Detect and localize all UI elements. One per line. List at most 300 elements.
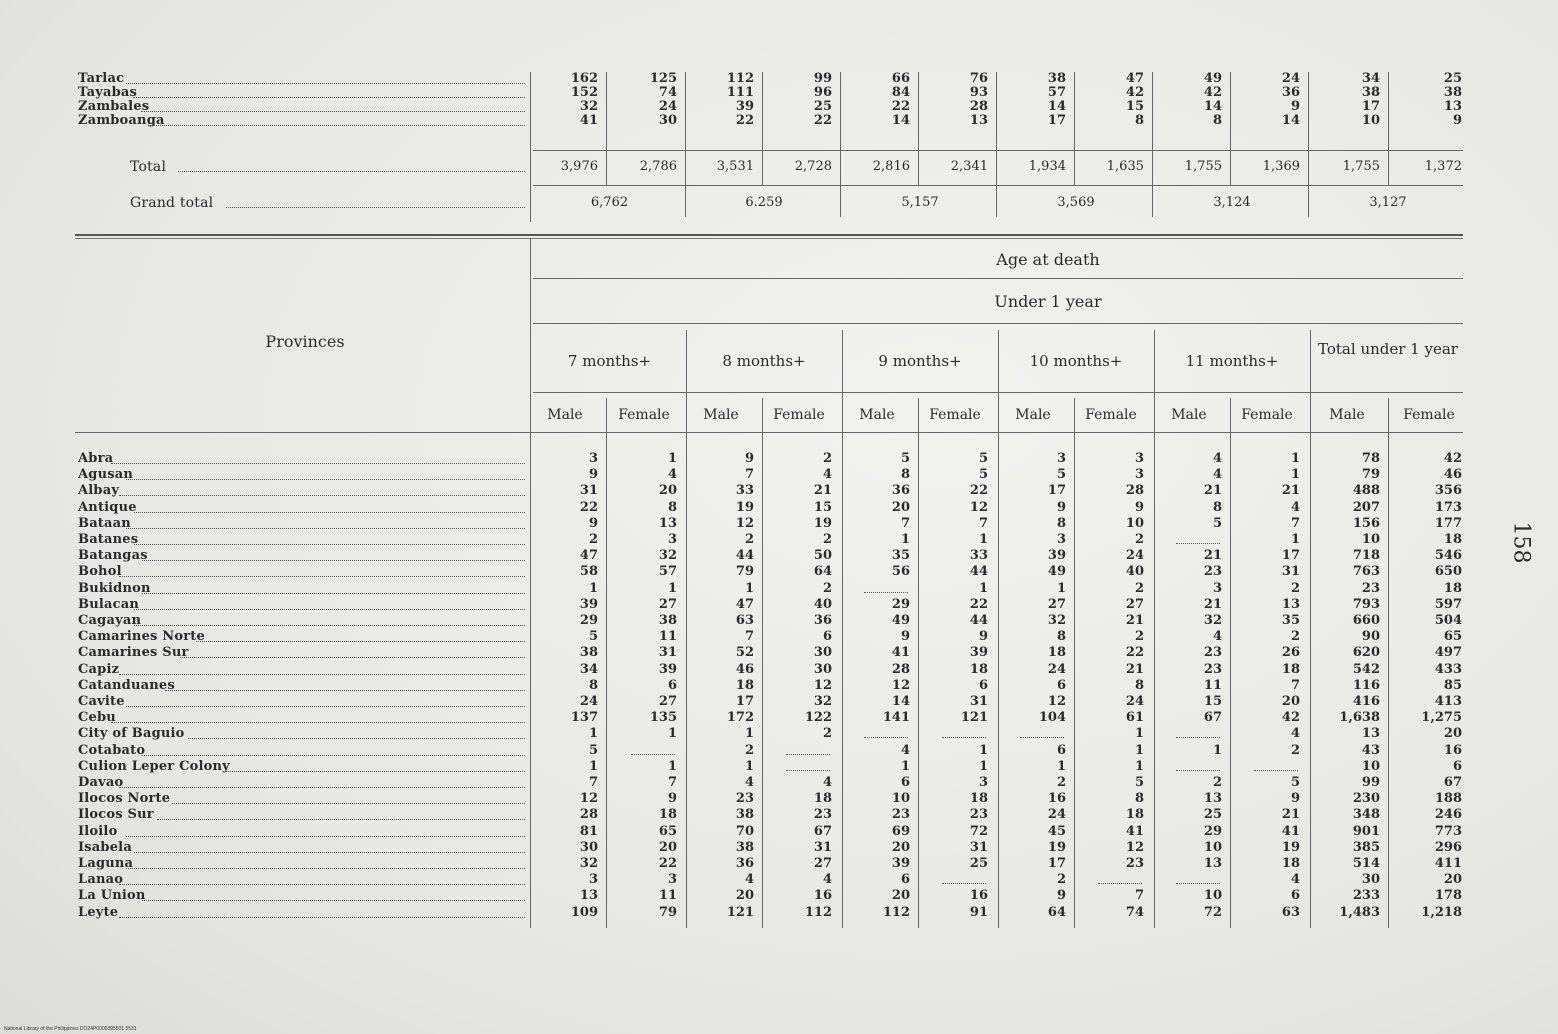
top-cell: 22 [735, 113, 754, 128]
data-cell: 1,275 [1421, 710, 1462, 725]
data-cell: 13 [1361, 726, 1380, 741]
top-cell: 36 [1281, 85, 1300, 100]
top-cell: 38 [1047, 71, 1066, 86]
data-cell: 7 [1290, 678, 1300, 693]
top-cell: 9 [1452, 113, 1462, 128]
total-cell: 2,341 [950, 159, 988, 174]
data-cell: 9 [744, 451, 754, 466]
data-cell: 6 [900, 775, 910, 790]
total-cell: 1,372 [1424, 159, 1462, 174]
top-cell: 152 [570, 85, 598, 100]
data-cell: 47 [735, 597, 754, 612]
data-cell: 41 [891, 645, 910, 660]
data-cell: 1 [744, 581, 754, 596]
data-cell: 2 [588, 532, 598, 547]
top-cell: 41 [579, 113, 598, 128]
data-cell: 12 [579, 791, 598, 806]
empty-cell-dots [942, 737, 986, 738]
data-cell: 18 [813, 791, 832, 806]
data-cell: 30 [813, 645, 832, 660]
data-cell: 27 [1047, 597, 1066, 612]
top-cell: 17 [1047, 113, 1066, 128]
data-cell: 10 [1361, 759, 1380, 774]
data-cell: 23 [813, 807, 832, 822]
leader-dots [157, 819, 525, 820]
data-cell: 4 [822, 467, 832, 482]
data-cell: 4 [1212, 467, 1222, 482]
data-cell: 18 [969, 662, 988, 677]
data-cell: 514 [1352, 856, 1380, 871]
data-cell: 56 [891, 564, 910, 579]
data-cell: 8 [1056, 629, 1066, 644]
top-cell: 10 [1361, 113, 1380, 128]
province-name: Batangas [78, 548, 148, 563]
data-cell: 24 [1047, 662, 1066, 677]
data-cell: 27 [658, 597, 677, 612]
province-name: Cotabato [78, 743, 146, 758]
top-cell: 24 [1281, 71, 1300, 86]
data-cell: 1 [744, 759, 754, 774]
data-cell: 23 [1203, 564, 1222, 579]
data-cell: 4 [744, 872, 754, 887]
data-cell: 31 [813, 840, 832, 855]
top-cell: 99 [813, 71, 832, 86]
top-cell: 25 [1443, 71, 1462, 86]
data-cell: 5 [900, 451, 910, 466]
top-cell: 96 [813, 85, 832, 100]
data-cell: 19 [813, 516, 832, 531]
data-cell: 10 [1125, 516, 1144, 531]
data-cell: 22 [658, 856, 677, 871]
data-cell: 36 [891, 483, 910, 498]
data-cell: 650 [1434, 564, 1462, 579]
data-cell: 22 [579, 500, 598, 515]
top-col-rule [1308, 72, 1309, 217]
data-cell: 4 [822, 775, 832, 790]
data-cell: 1 [1290, 467, 1300, 482]
data-cell: 46 [735, 662, 754, 677]
province-name: Bulacan [78, 597, 139, 612]
female-header: Female [1241, 407, 1293, 423]
top-cell: 49 [1203, 71, 1222, 86]
empty-cell-dots [1176, 737, 1220, 738]
leader-dots [126, 479, 525, 480]
top-cell: 32 [579, 99, 598, 114]
group-header: 11 months+ [1185, 352, 1279, 370]
data-cell: 32 [658, 548, 677, 563]
data-cell: 19 [735, 500, 754, 515]
data-cell: 49 [1047, 564, 1066, 579]
data-cell: 9 [588, 467, 598, 482]
leader-dots [142, 593, 525, 594]
province-name: Abra [78, 451, 114, 466]
data-cell: 63 [735, 613, 754, 628]
data-cell: 6 [1452, 759, 1462, 774]
data-cell: 3 [1056, 532, 1066, 547]
top-row-name: Zambales [78, 99, 150, 114]
top-cell: 38 [1361, 85, 1380, 100]
data-cell: 79 [735, 564, 754, 579]
leader-dots [119, 674, 526, 675]
province-name: Batanes [78, 532, 139, 547]
data-cell: 31 [658, 645, 677, 660]
data-cell: 2 [1056, 872, 1066, 887]
data-cell: 3 [978, 775, 988, 790]
grand-total-label: Grand total [130, 195, 214, 211]
data-cell: 20 [735, 888, 754, 903]
stub-rule [530, 238, 531, 928]
data-cell: 26 [1281, 645, 1300, 660]
data-cell: 13 [1203, 856, 1222, 871]
top-cell: 17 [1361, 99, 1380, 114]
data-cell: 177 [1434, 516, 1462, 531]
data-cell: 2 [822, 581, 832, 596]
data-cell: 46 [1443, 467, 1462, 482]
top-cell: 66 [891, 71, 910, 86]
top-cell: 8 [1212, 113, 1222, 128]
grand-total-cell: 5,157 [901, 195, 939, 210]
data-cell: 10 [1203, 840, 1222, 855]
data-cell: 49 [891, 613, 910, 628]
empty-cell-dots [1176, 883, 1220, 884]
group-header: 10 months+ [1029, 352, 1123, 370]
top-col-rule [996, 72, 997, 217]
data-cell: 17 [1047, 483, 1066, 498]
group-header: 7 months+ [567, 352, 652, 370]
top-col-rule [685, 72, 686, 217]
data-cell: 39 [658, 662, 677, 677]
data-cell: 11 [658, 888, 677, 903]
male-header: Male [703, 407, 739, 423]
province-name: Catanduanes [78, 678, 175, 693]
province-name: La Union [78, 888, 146, 903]
data-cell: 156 [1352, 516, 1380, 531]
total-cell: 1,934 [1028, 159, 1066, 174]
leader-dots [119, 495, 526, 496]
data-cell: 112 [804, 905, 832, 920]
data-cell: 1,483 [1339, 905, 1380, 920]
data-cell: 7 [744, 629, 754, 644]
data-cell: 14 [891, 694, 910, 709]
top-row-name: Tayabas [78, 85, 138, 100]
data-cell: 4 [1290, 500, 1300, 515]
female-header: Female [929, 407, 981, 423]
total-cell: 1,635 [1106, 159, 1144, 174]
data-cell: 1 [1134, 743, 1144, 758]
data-cell: 27 [813, 856, 832, 871]
data-cell: 8 [1134, 791, 1144, 806]
data-cell: 6 [1290, 888, 1300, 903]
data-cell: 4 [744, 775, 754, 790]
grand-total-cell: 6.259 [745, 195, 783, 210]
data-cell: 38 [735, 840, 754, 855]
data-cell: 47 [579, 548, 598, 563]
province-name: Cebu [78, 710, 116, 725]
data-cell: 793 [1352, 597, 1380, 612]
data-cell: 5 [978, 467, 988, 482]
data-cell: 25 [969, 856, 988, 871]
data-cell: 36 [735, 856, 754, 871]
data-cell: 22 [969, 597, 988, 612]
data-cell: 8 [1212, 500, 1222, 515]
data-cell: 5 [1056, 467, 1066, 482]
top-cell: 14 [1203, 99, 1222, 114]
data-cell: 79 [1361, 467, 1380, 482]
data-cell: 19 [1047, 840, 1066, 855]
data-cell: 85 [1443, 678, 1462, 693]
data-cell: 7 [667, 775, 677, 790]
data-cell: 67 [1203, 710, 1222, 725]
data-cell: 20 [658, 840, 677, 855]
top-col-rule [606, 72, 607, 185]
data-cell: 44 [735, 548, 754, 563]
province-name: Ilocos Sur [78, 807, 154, 822]
top-cell: 111 [726, 85, 754, 100]
data-cell: 29 [891, 597, 910, 612]
sex-rule [1388, 398, 1389, 928]
data-cell: 12 [969, 500, 988, 515]
data-cell: 7 [978, 516, 988, 531]
data-cell: 9 [1056, 500, 1066, 515]
total-label: Total [130, 159, 167, 175]
data-cell: 2 [1290, 743, 1300, 758]
data-cell: 21 [1203, 597, 1222, 612]
data-cell: 24 [1125, 694, 1144, 709]
leader-dots [142, 900, 525, 901]
data-cell: 9 [667, 791, 677, 806]
data-cell: 24 [1125, 548, 1144, 563]
data-cell: 1 [667, 759, 677, 774]
data-cell: 30 [813, 662, 832, 677]
data-cell: 2 [822, 726, 832, 741]
data-cell: 67 [813, 824, 832, 839]
data-cell: 1,638 [1339, 710, 1380, 725]
data-cell: 20 [891, 500, 910, 515]
data-cell: 2 [744, 532, 754, 547]
data-cell: 7 [1134, 888, 1144, 903]
data-cell: 13 [1281, 597, 1300, 612]
data-cell: 12 [735, 516, 754, 531]
stub-header: Provinces [265, 332, 345, 351]
data-cell: 542 [1352, 662, 1380, 677]
data-cell: 12 [1125, 840, 1144, 855]
data-cell: 21 [1125, 662, 1144, 677]
data-cell: 233 [1352, 888, 1380, 903]
top-col-rule [918, 72, 919, 185]
leader-dots [134, 609, 525, 610]
data-cell: 4 [822, 872, 832, 887]
data-cell: 38 [658, 613, 677, 628]
data-cell: 64 [1047, 905, 1066, 920]
leader-dots [126, 83, 525, 84]
data-cell: 6 [1056, 678, 1066, 693]
top-col-rule [1388, 72, 1389, 185]
top-cell: 13 [969, 113, 988, 128]
top-cell: 42 [1203, 85, 1222, 100]
data-cell: 8 [1134, 678, 1144, 693]
data-cell: 1 [1134, 759, 1144, 774]
data-cell: 20 [1281, 694, 1300, 709]
data-cell: 16 [1047, 791, 1066, 806]
data-cell: 18 [658, 807, 677, 822]
data-cell: 21 [813, 483, 832, 498]
top-cell: 125 [649, 71, 677, 86]
top-cell: 14 [891, 113, 910, 128]
top-cell: 39 [735, 99, 754, 114]
data-cell: 61 [1125, 710, 1144, 725]
province-name: Albay [78, 483, 120, 498]
data-cell: 65 [1443, 629, 1462, 644]
leader-dots [165, 690, 525, 691]
data-cell: 15 [813, 500, 832, 515]
data-cell: 23 [1125, 856, 1144, 871]
leader-dots [126, 528, 525, 529]
province-name: Antique [78, 500, 137, 515]
data-cell: 21 [1203, 548, 1222, 563]
data-cell: 660 [1352, 613, 1380, 628]
province-name: Camarines Sur [78, 645, 189, 660]
empty-cell-dots [1176, 543, 1220, 544]
data-cell: 9 [900, 629, 910, 644]
empty-cell-dots [631, 754, 675, 755]
data-cell: 5 [1290, 775, 1300, 790]
data-cell: 488 [1352, 483, 1380, 498]
data-cell: 3 [667, 532, 677, 547]
top-row-name: Zamboanga [78, 113, 165, 128]
age-at-death-header: Age at death [996, 250, 1100, 269]
sex-rule [1074, 398, 1075, 928]
data-cell: 23 [735, 791, 754, 806]
top-col-rule [1152, 72, 1153, 217]
data-cell: 416 [1352, 694, 1380, 709]
top-cell: 84 [891, 85, 910, 100]
data-cell: 4 [900, 743, 910, 758]
data-cell: 11 [1203, 678, 1222, 693]
data-cell: 109 [570, 905, 598, 920]
data-cell: 413 [1434, 694, 1462, 709]
province-name: Camarines Norte [78, 629, 205, 644]
data-cell: 3 [588, 451, 598, 466]
data-cell: 65 [658, 824, 677, 839]
data-cell: 18 [1281, 662, 1300, 677]
group-header: 8 months+ [722, 352, 806, 370]
data-cell: 16 [969, 888, 988, 903]
total-cell: 1,369 [1262, 159, 1300, 174]
province-name: Isabela [78, 840, 132, 855]
data-cell: 104 [1038, 710, 1066, 725]
data-cell: 21 [1281, 483, 1300, 498]
leader-dots [196, 641, 526, 642]
page-number: 158 [1508, 521, 1534, 564]
data-cell: 7 [900, 516, 910, 531]
data-cell: 173 [1434, 500, 1462, 515]
province-name: Bukidnon [78, 581, 151, 596]
top-cell: 42 [1125, 85, 1144, 100]
data-cell: 11 [658, 629, 677, 644]
data-cell: 34 [579, 662, 598, 677]
footer-credit: National Library of the Philippines DO24P0000395501 5531 [4, 1026, 137, 1032]
province-name: Iloilo [78, 824, 118, 839]
data-cell: 40 [813, 597, 832, 612]
data-cell: 356 [1434, 483, 1462, 498]
province-name: Capiz [78, 662, 120, 677]
female-header: Female [1403, 407, 1455, 423]
data-cell: 2 [1134, 532, 1144, 547]
data-cell: 112 [882, 905, 910, 920]
leader-dots [133, 97, 525, 98]
total-cell: 2,728 [794, 159, 832, 174]
data-cell: 3 [588, 872, 598, 887]
data-cell: 2 [822, 451, 832, 466]
data-cell: 8 [1056, 516, 1066, 531]
leader-dots [126, 868, 525, 869]
data-cell: 172 [726, 710, 754, 725]
header-rule [533, 392, 1463, 393]
data-cell: 5 [978, 451, 988, 466]
top-cell: 22 [813, 113, 832, 128]
empty-cell-dots [1020, 737, 1064, 738]
empty-cell-dots [1176, 770, 1220, 771]
data-cell: 44 [969, 613, 988, 628]
province-name: Davao [78, 775, 124, 790]
province-name: Ilocos Norte [78, 791, 171, 806]
data-cell: 8 [900, 467, 910, 482]
data-cell: 16 [1443, 743, 1462, 758]
province-name: Laguna [78, 856, 134, 871]
data-cell: 35 [891, 548, 910, 563]
data-cell: 1 [1290, 451, 1300, 466]
data-cell: 20 [891, 840, 910, 855]
data-cell: 6 [822, 629, 832, 644]
data-cell: 18 [1047, 645, 1066, 660]
province-name: Culion Leper Colony [78, 759, 230, 774]
data-cell: 1 [667, 581, 677, 596]
province-name: Bataan [78, 516, 131, 531]
data-cell: 38 [735, 807, 754, 822]
data-cell: 718 [1352, 548, 1380, 563]
empty-cell-dots [786, 754, 830, 755]
data-cell: 18 [1443, 532, 1462, 547]
data-cell: 32 [1047, 613, 1066, 628]
data-cell: 50 [813, 548, 832, 563]
data-cell: 41 [1125, 824, 1144, 839]
data-cell: 4 [1212, 629, 1222, 644]
data-cell: 296 [1434, 840, 1462, 855]
data-cell: 1 [978, 581, 988, 596]
data-cell: 4 [1212, 451, 1222, 466]
data-cell: 58 [579, 564, 598, 579]
province-name: Cagayan [78, 613, 142, 628]
data-cell: 3 [1212, 581, 1222, 596]
data-cell: 42 [1443, 451, 1462, 466]
data-cell: 597 [1434, 597, 1462, 612]
data-cell: 7 [744, 467, 754, 482]
data-cell: 72 [1203, 905, 1222, 920]
data-cell: 116 [1352, 678, 1380, 693]
data-cell: 18 [1125, 807, 1144, 822]
data-cell: 42 [1281, 710, 1300, 725]
empty-cell-dots [1098, 883, 1142, 884]
data-cell: 10 [1361, 532, 1380, 547]
top-cell: 74 [658, 85, 677, 100]
data-cell: 12 [891, 678, 910, 693]
leader-dots [226, 771, 525, 772]
leader-dots [134, 512, 525, 513]
data-cell: 1 [588, 726, 598, 741]
data-cell: 141 [882, 710, 910, 725]
data-cell: 39 [969, 645, 988, 660]
data-cell: 2 [822, 532, 832, 547]
